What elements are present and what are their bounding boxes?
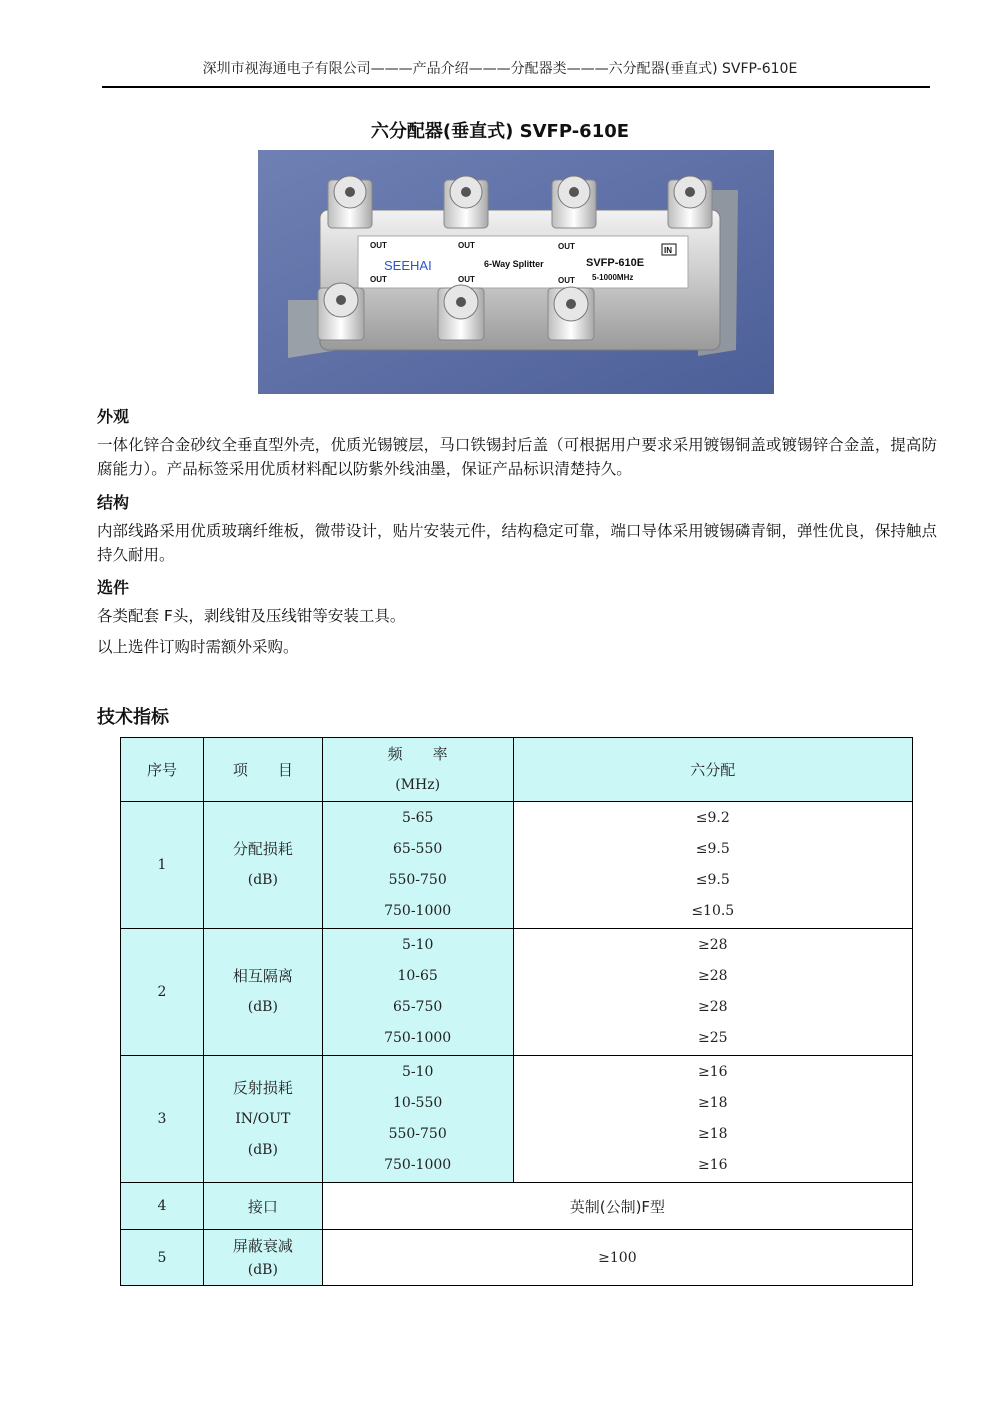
value-cell: ≤9.5 [695,841,730,857]
appearance-heading: 外观 [97,407,130,426]
table-row [121,1056,913,1183]
row-5-item-unit: (dB) [247,1261,278,1278]
spec-table [120,737,913,1286]
row-2-item [203,929,322,1056]
header-divider [102,86,930,88]
header-value: 六分配 [513,738,912,802]
row-1-item-line: 分配损耗 [232,840,293,858]
row-2-no: 2 [121,929,204,1056]
row-3-freqs [322,1056,513,1183]
freq-cell: 750-1000 [384,903,452,919]
freq-cell: 65-750 [393,999,443,1015]
label-out-2: OUT [458,241,475,250]
connector-bottom-row [318,283,594,340]
table-row [121,1183,913,1230]
row-3-item [203,1056,322,1183]
table-row [121,1230,913,1286]
label-type: 6-Way Splitter [484,259,544,269]
value-cell: ≤10.5 [691,903,735,919]
value-cell: ≤9.5 [695,872,730,888]
row-3-item-unit: (dB) [247,1141,278,1158]
row-1-values [513,802,912,929]
label-out-1: OUT [370,241,387,250]
page-header: 深圳市视海通电子有限公司———产品介绍———分配器类———六分配器(垂直式) SVFP-610E [202,61,798,77]
value-cell: ≥18 [698,1126,728,1142]
freq-cell: 550-750 [388,872,447,888]
brand-logo: SEEHAI [384,258,432,273]
row-3-values [513,1056,912,1183]
table-row [121,802,913,929]
spec-header-row [121,738,913,802]
label-out-6: OUT [558,276,575,285]
page-title: 六分配器(垂直式) SVFP-610E [370,121,630,142]
row-3-item-line: 反射损耗 [232,1078,293,1097]
options-text-1: 各类配套 F头，剥线钳及压线钳等安装工具。 [97,607,406,625]
row-5-item-line: 屏蔽衰减 [232,1236,293,1255]
row-4-value: 英制(公制)F型 [322,1183,912,1230]
freq-cell: 5-10 [401,1064,434,1080]
row-4-no: 4 [121,1183,204,1230]
header-freq [322,738,513,802]
value-cell: ≤9.2 [695,810,730,826]
structure-text: 内部线路采用优质玻璃纤维板，微带设计，贴片安装元件，结构稳定可靠，端口导体采用镀锡磷青铜，弹性优良，保持触点持久耐用。 [97,522,937,564]
row-5-value: ≥100 [322,1230,912,1286]
specs-heading: 技术指标 [97,707,169,728]
freq-cell: 750-1000 [384,1157,452,1173]
value-cell: ≥16 [698,1157,728,1173]
appearance-text: 一体化锌合金砂纹全垂直型外壳，优质光锡镀层，马口铁锡封后盖（可根据用户要求采用镀锡铜盖或镀锡锌合金盖，提高防腐能力）。产品标签采用优质材料配以防紫外线油墨，保证产品标识清楚持久。 [97,436,937,478]
row-2-item-line: 相互隔离 [232,967,293,985]
freq-cell: 750-1000 [384,1030,452,1046]
row-1-item-unit: (dB) [247,872,278,888]
value-cell: ≥16 [698,1064,728,1080]
freq-cell: 5-65 [401,810,434,826]
structure-heading: 结构 [97,493,130,512]
header-freq-line2: (MHz) [395,776,441,793]
label-out-4: OUT [370,275,387,284]
row-3-item-port: IN/OUT [235,1110,291,1127]
value-cell: ≥18 [698,1095,728,1111]
product-photo [258,150,774,394]
label-out-3: OUT [558,242,575,251]
row-4-item: 接口 [203,1183,322,1230]
header-item: 项 目 [203,738,322,802]
label-out-5: OUT [458,275,475,284]
freq-cell: 10-550 [393,1095,443,1111]
value-cell: ≥28 [698,937,728,953]
options-text-2: 以上选件订购时需额外采购。 [97,638,299,656]
row-5-no: 5 [121,1230,204,1286]
row-2-item-unit: (dB) [247,999,278,1015]
freq-cell: 5-10 [401,937,434,953]
options-heading: 选件 [97,578,130,597]
row-2-values [513,929,912,1056]
row-1-no: 1 [121,802,204,929]
header-freq-line1: 频 率 [387,744,448,763]
freq-cell: 10-65 [397,968,438,984]
header-no: 序号 [121,738,204,802]
row-2-freqs [322,929,513,1056]
freq-cell: 65-550 [393,841,443,857]
value-cell: ≥28 [698,999,728,1015]
row-3-no: 3 [121,1056,204,1183]
table-row [121,929,913,1056]
row-5-item [203,1230,322,1286]
value-cell: ≥28 [698,968,728,984]
label-in: IN [664,246,672,255]
label-model: SVFP-610E [586,257,645,269]
label-freq: 5-1000MHz [592,273,634,282]
freq-cell: 550-750 [388,1126,447,1142]
row-1-freqs [322,802,513,929]
row-1-item [203,802,322,929]
value-cell: ≥25 [698,1030,728,1046]
